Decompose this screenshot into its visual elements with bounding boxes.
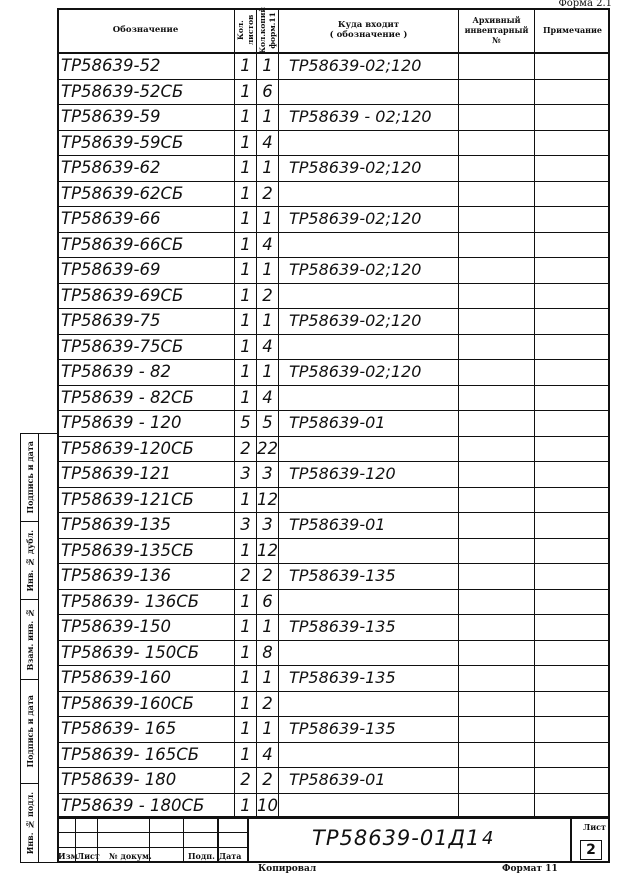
note-cell — [535, 80, 610, 105]
copies-cell: 5 — [257, 411, 279, 436]
note-cell — [535, 768, 610, 793]
copies-cell: 4 — [257, 386, 279, 411]
table-row — [57, 564, 610, 590]
designation-cell: ТР58639-75СБ — [57, 335, 235, 360]
note-cell — [535, 207, 610, 232]
table-row — [57, 411, 610, 437]
archive-cell — [459, 105, 535, 130]
copies-cell: 12 — [257, 488, 279, 513]
margin-orig-inv: Инв. № подл. — [24, 791, 35, 855]
note-cell — [535, 54, 610, 79]
designation-cell: ТР58639-75 — [57, 309, 235, 334]
sheets-count-cell: 1 — [235, 641, 257, 666]
header-into-text: Куда входит — [337, 20, 400, 30]
table-row — [57, 437, 610, 463]
copies-cell: 4 — [257, 131, 279, 156]
into-cell: ТР58639-02;120 — [279, 54, 459, 79]
designation-cell: ТР58639-66 — [57, 207, 235, 232]
sheets-count-cell: 1 — [235, 182, 257, 207]
designation-cell: ТР58639- 150СБ — [57, 641, 235, 666]
designation-cell: ТР58639 - 82 — [57, 360, 235, 385]
copies-cell: 1 — [257, 207, 279, 232]
title-block — [57, 816, 610, 863]
margin-sign-date-2: Подпись и дата — [21, 680, 38, 784]
table-row — [57, 666, 610, 692]
copies-cell: 1 — [257, 360, 279, 385]
copies-cell: 6 — [257, 590, 279, 615]
into-cell: ТР58639-01 — [279, 768, 459, 793]
designation-cell: ТР58639-160 — [57, 666, 235, 691]
table-row — [57, 284, 610, 310]
copies-cell: 1 — [257, 54, 279, 79]
tb-sign-label: Подп. — [188, 851, 215, 861]
into-cell — [279, 386, 459, 411]
archive-cell — [459, 54, 535, 79]
sheets-count-cell: 3 — [235, 513, 257, 538]
sheets-count-cell: 2 — [235, 437, 257, 462]
tb-list-label: Лист — [77, 851, 100, 861]
table-row — [57, 590, 610, 616]
sheets-count-cell: 1 — [235, 54, 257, 79]
into-cell — [279, 284, 459, 309]
note-cell — [535, 539, 610, 564]
into-cell — [279, 80, 459, 105]
copies-cell: 1 — [257, 666, 279, 691]
designation-cell: ТР58639-136 — [57, 564, 235, 589]
header-archive: Архивный инвентарный № — [459, 8, 535, 54]
archive-cell — [459, 411, 535, 436]
note-cell — [535, 666, 610, 691]
copies-cell: 4 — [257, 335, 279, 360]
note-cell — [535, 156, 610, 181]
into-cell: ТР58639-135 — [279, 717, 459, 742]
sheets-count-cell: 3 — [235, 462, 257, 487]
sheets-count-cell: 2 — [235, 564, 257, 589]
into-cell — [279, 182, 459, 207]
sheets-count-cell: 1 — [235, 309, 257, 334]
table-row — [57, 360, 610, 386]
into-cell: ТР58639-135 — [279, 615, 459, 640]
archive-cell — [459, 666, 535, 691]
into-cell: ТР58639-02;120 — [279, 258, 459, 283]
designation-cell: ТР58639-52 — [57, 54, 235, 79]
note-cell — [535, 692, 610, 717]
archive-cell — [459, 131, 535, 156]
sheets-count-cell: 1 — [235, 488, 257, 513]
archive-cell — [459, 462, 535, 487]
sheets-count-cell: 1 — [235, 360, 257, 385]
sheets-count-cell: 1 — [235, 615, 257, 640]
header-note: Примечание — [535, 8, 610, 54]
header-copies-text: Кол.копий форм.11 — [257, 6, 277, 54]
table-row — [57, 768, 610, 794]
note-cell — [535, 437, 610, 462]
note-cell — [535, 182, 610, 207]
sheet-label: Лист — [583, 822, 606, 832]
archive-cell — [459, 156, 535, 181]
header-designation: Обозначение — [57, 8, 235, 54]
note-cell — [535, 641, 610, 666]
designation-cell: ТР58639-69СБ — [57, 284, 235, 309]
sheet-number: 2 — [580, 840, 602, 860]
sheets-count-cell: 1 — [235, 131, 257, 156]
into-cell — [279, 131, 459, 156]
sheets-count-cell: 1 — [235, 105, 257, 130]
note-cell — [535, 743, 610, 768]
note-cell — [535, 615, 610, 640]
designation-cell: ТР58639 - 120 — [57, 411, 235, 436]
copies-cell: 3 — [257, 462, 279, 487]
copies-cell: 1 — [257, 105, 279, 130]
margin-label-column — [21, 434, 39, 862]
archive-cell — [459, 386, 535, 411]
copies-cell: 1 — [257, 156, 279, 181]
table-row — [57, 692, 610, 718]
designation-cell: ТР58639- 180 — [57, 768, 235, 793]
table-row — [57, 233, 610, 259]
copies-cell: 1 — [257, 258, 279, 283]
note-cell — [535, 360, 610, 385]
note-cell — [535, 513, 610, 538]
table-row — [57, 615, 610, 641]
into-cell — [279, 233, 459, 258]
copies-cell: 8 — [257, 641, 279, 666]
into-cell: ТР58639-135 — [279, 564, 459, 589]
into-cell: ТР58639-02;120 — [279, 207, 459, 232]
archive-cell — [459, 692, 535, 717]
note-cell — [535, 488, 610, 513]
sheets-count-cell: 1 — [235, 80, 257, 105]
sheets-count-cell: 1 — [235, 207, 257, 232]
margin-sign-date-1: Подпись и дата — [21, 434, 38, 522]
footer-format: Формат 11 — [502, 864, 558, 874]
header-into-sub: ( обозначение ) — [329, 30, 408, 40]
note-cell — [535, 335, 610, 360]
archive-cell — [459, 488, 535, 513]
designation-cell: ТР58639 - 180СБ — [57, 794, 235, 819]
designation-cell: ТР58639-59 — [57, 105, 235, 130]
archive-cell — [459, 309, 535, 334]
archive-cell — [459, 564, 535, 589]
table-row — [57, 641, 610, 667]
into-cell — [279, 641, 459, 666]
document-code: ТР58639-01Д1 — [312, 826, 481, 850]
table-row — [57, 462, 610, 488]
copies-cell: 3 — [257, 513, 279, 538]
note-cell — [535, 794, 610, 819]
sheets-count-cell: 1 — [235, 666, 257, 691]
note-cell — [535, 590, 610, 615]
designation-cell: ТР58639-52СБ — [57, 80, 235, 105]
archive-cell — [459, 258, 535, 283]
sheets-count-cell: 1 — [235, 156, 257, 181]
sheets-count-cell: 1 — [235, 794, 257, 819]
copies-cell: 2 — [257, 692, 279, 717]
footer-copied: Копировал — [258, 864, 317, 874]
into-cell: ТР58639-02;120 — [279, 156, 459, 181]
note-cell — [535, 284, 610, 309]
into-cell — [279, 794, 459, 819]
note-cell — [535, 233, 610, 258]
archive-cell — [459, 513, 535, 538]
table-row — [57, 80, 610, 106]
table-row — [57, 182, 610, 208]
margin-dup-inv: Инв. № дубл. — [21, 522, 38, 600]
margin-strip — [20, 433, 57, 863]
note-cell — [535, 411, 610, 436]
designation-cell: ТР58639- 165 — [57, 717, 235, 742]
sheets-count-cell: 1 — [235, 233, 257, 258]
sheets-count-cell: 2 — [235, 768, 257, 793]
archive-cell — [459, 284, 535, 309]
note-cell — [535, 131, 610, 156]
table-row — [57, 131, 610, 157]
table-row — [57, 488, 610, 514]
designation-cell: ТР58639-59СБ — [57, 131, 235, 156]
designation-cell: ТР58639-62СБ — [57, 182, 235, 207]
designation-cell: ТР58639-121 — [57, 462, 235, 487]
note-cell — [535, 258, 610, 283]
copies-cell: 6 — [257, 80, 279, 105]
designation-cell: ТР58639- 165СБ — [57, 743, 235, 768]
sheets-count-cell: 1 — [235, 743, 257, 768]
archive-cell — [459, 768, 535, 793]
copies-cell: 2 — [257, 564, 279, 589]
designation-cell: ТР58639-69 — [57, 258, 235, 283]
into-cell: ТР58639-01 — [279, 411, 459, 436]
note-cell — [535, 462, 610, 487]
into-cell: ТР58639-02;120 — [279, 360, 459, 385]
copies-cell: 4 — [257, 233, 279, 258]
archive-cell — [459, 794, 535, 819]
document-letter: 4 — [482, 828, 494, 849]
sheets-count-cell: 1 — [235, 692, 257, 717]
table-row — [57, 743, 610, 769]
designation-cell: ТР58639-66СБ — [57, 233, 235, 258]
archive-cell — [459, 641, 535, 666]
table-row — [57, 207, 610, 233]
into-cell — [279, 437, 459, 462]
table-row — [57, 335, 610, 361]
sheets-count-cell: 5 — [235, 411, 257, 436]
into-cell — [279, 539, 459, 564]
table-row — [57, 309, 610, 335]
archive-cell — [459, 233, 535, 258]
header-sheets-count — [235, 8, 257, 54]
table-row — [57, 513, 610, 539]
table-row — [57, 105, 610, 131]
designation-cell: ТР58639 - 82СБ — [57, 386, 235, 411]
header-into — [279, 8, 459, 54]
table-row — [57, 539, 610, 565]
table-row — [57, 156, 610, 182]
designation-cell: ТР58639-135 — [57, 513, 235, 538]
archive-cell — [459, 717, 535, 742]
sheets-count-cell: 1 — [235, 717, 257, 742]
sheets-count-cell: 1 — [235, 284, 257, 309]
sheets-count-cell: 1 — [235, 335, 257, 360]
into-cell — [279, 488, 459, 513]
form-label: Форма 2.1 — [558, 0, 612, 9]
sheets-count-cell: 1 — [235, 386, 257, 411]
into-cell: ТР58639-135 — [279, 666, 459, 691]
archive-cell — [459, 182, 535, 207]
tb-doc-label: № докум. — [109, 851, 152, 861]
copies-cell: 4 — [257, 743, 279, 768]
archive-cell — [459, 590, 535, 615]
copies-cell: 22 — [257, 437, 279, 462]
archive-cell — [459, 207, 535, 232]
designation-cell: ТР58639-150 — [57, 615, 235, 640]
note-cell — [535, 717, 610, 742]
table-row — [57, 258, 610, 284]
archive-cell — [459, 360, 535, 385]
table-row — [57, 54, 610, 80]
copies-cell: 1 — [257, 615, 279, 640]
note-cell — [535, 309, 610, 334]
designation-cell: ТР58639-62 — [57, 156, 235, 181]
sheets-count-cell: 1 — [235, 590, 257, 615]
into-cell — [279, 743, 459, 768]
table-row — [57, 386, 610, 412]
archive-cell — [459, 743, 535, 768]
into-cell — [279, 692, 459, 717]
into-cell: ТР58639-02;120 — [279, 309, 459, 334]
copies-cell: 2 — [257, 284, 279, 309]
copies-cell: 2 — [257, 768, 279, 793]
copies-cell: 12 — [257, 539, 279, 564]
table-row — [57, 717, 610, 743]
header-copies — [257, 8, 279, 54]
archive-cell — [459, 437, 535, 462]
note-cell — [535, 105, 610, 130]
margin-replace-inv: Взам. инв. № — [21, 600, 38, 680]
into-cell: ТР58639 - 02;120 — [279, 105, 459, 130]
designation-cell: ТР58639-135СБ — [57, 539, 235, 564]
copies-cell: 1 — [257, 717, 279, 742]
designation-cell: ТР58639-160СБ — [57, 692, 235, 717]
sheets-count-cell: 1 — [235, 539, 257, 564]
note-cell — [535, 386, 610, 411]
into-cell — [279, 335, 459, 360]
designation-cell: ТР58639-120СБ — [57, 437, 235, 462]
tb-izm-label: Изм — [58, 851, 78, 861]
sheets-count-cell: 1 — [235, 258, 257, 283]
archive-cell — [459, 80, 535, 105]
archive-cell — [459, 335, 535, 360]
header-sheets-count-text: Кол. листов — [235, 14, 255, 46]
archive-cell — [459, 615, 535, 640]
into-cell: ТР58639-120 — [279, 462, 459, 487]
into-cell — [279, 590, 459, 615]
copies-cell: 10 — [257, 794, 279, 819]
archive-cell — [459, 539, 535, 564]
copies-cell: 1 — [257, 309, 279, 334]
designation-cell: ТР58639-121СБ — [57, 488, 235, 513]
copies-cell: 2 — [257, 182, 279, 207]
designation-cell: ТР58639- 136СБ — [57, 590, 235, 615]
note-cell — [535, 564, 610, 589]
tb-date-label: Дата — [219, 851, 242, 861]
into-cell: ТР58639-01 — [279, 513, 459, 538]
